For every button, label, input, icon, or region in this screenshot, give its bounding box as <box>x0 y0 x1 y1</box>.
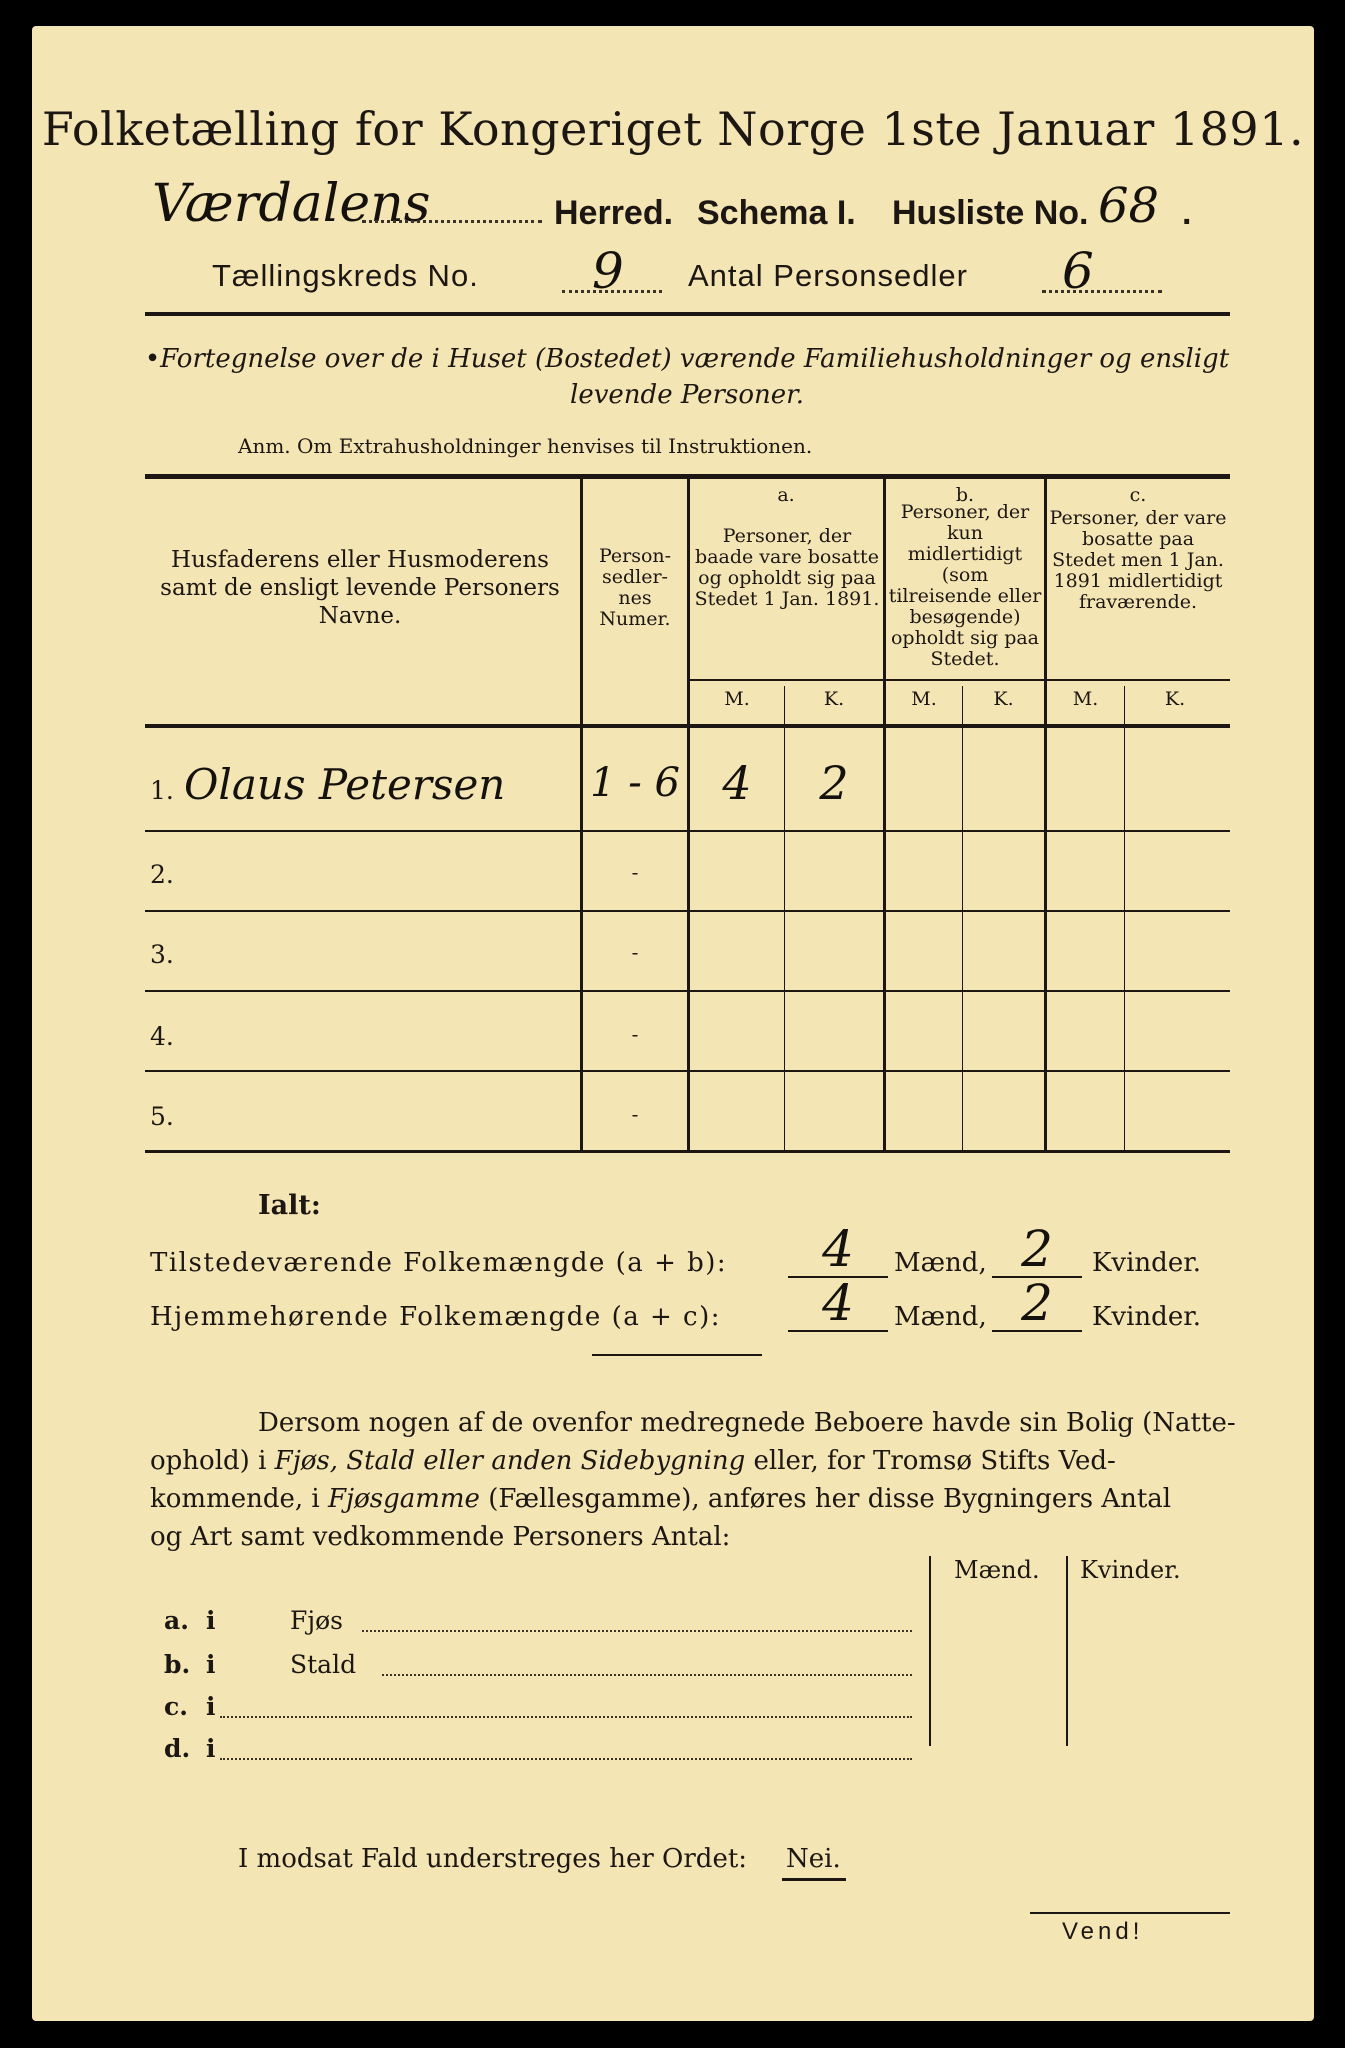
nei-underline <box>782 1878 846 1881</box>
para-l2c: eller, for Tromsø Stifts Ved- <box>745 1446 1116 1476</box>
para-line-1: Dersom nogen af de ovenfor medregnede Beboere havde sin Bolig (Natte- <box>258 1408 1236 1438</box>
bld-label: Stald <box>290 1650 357 1679</box>
row-num: - <box>631 860 639 884</box>
col-header-c: Personer, der vare bosatte paa Stedet men 1 Jan. 1891 midlertidigt fraværende. <box>1049 507 1227 613</box>
personsedler-label: Antal Personsedler <box>688 258 968 293</box>
vline-c-mk <box>1124 686 1125 1150</box>
kvinder-label-2: Kvinder. <box>1092 1302 1202 1332</box>
bld-letter: b. <box>164 1650 191 1679</box>
kreds-value: 9 <box>592 242 624 300</box>
vend-rule <box>1030 1912 1230 1914</box>
b-k-label: K. <box>993 688 1014 710</box>
bld-dots <box>220 1758 912 1760</box>
bld-letter: c. <box>164 1692 188 1721</box>
col-a-letter: a. <box>777 484 795 506</box>
row-num: 1 - 6 <box>590 760 680 806</box>
para-l3b: Fjøsgamme <box>328 1484 480 1514</box>
header-rule <box>145 312 1230 316</box>
mk-rule <box>687 679 1230 681</box>
para-line-3 <box>150 1480 1240 1518</box>
vline-num <box>687 476 690 1150</box>
col-header-b: Personer, der kun midlertidigt (som tilreisende eller besøgende) opholdt sig paa Stedet. <box>888 501 1042 670</box>
col-header-a: Personer, der baade vare bosatte og opholdt sig paa Stedet 1 Jan. 1891. <box>694 525 880 610</box>
bld-label: Fjøs <box>290 1606 343 1635</box>
bld-i: i <box>206 1606 216 1635</box>
maend-label-2: Mænd, <box>894 1302 987 1332</box>
row-rule <box>145 830 1230 832</box>
row-number: 3. <box>150 940 174 969</box>
para-l3a: kommende, i <box>150 1484 328 1514</box>
bld-letter: a. <box>164 1606 189 1635</box>
row-name: Olaus Petersen <box>184 760 506 809</box>
schema-label: Schema I. <box>697 194 856 232</box>
bld-i: i <box>206 1650 216 1679</box>
bld-i: i <box>206 1692 216 1721</box>
para-l2b: Fjøs, Stald eller anden Sidebygning <box>274 1446 746 1476</box>
section-divider <box>592 1354 762 1356</box>
husliste-period: . <box>1182 194 1192 232</box>
bld-vline-2 <box>1066 1556 1068 1746</box>
row-num: - <box>631 940 639 964</box>
form-title: Folketælling for Kongeriget Norge 1ste Januar 1891. <box>41 102 1305 156</box>
bld-i: i <box>206 1734 216 1763</box>
personsedler-value: 6 <box>1062 242 1094 300</box>
totals-line1-maend: 4 <box>822 1220 854 1278</box>
vline-b <box>1044 476 1047 1150</box>
vline-names <box>580 476 583 1150</box>
row-a-k: 2 <box>819 756 849 810</box>
intro-line-1: •Fortegnelse over de i Huset (Bostedet) værende Familiehusholdninger og ensligt <box>144 344 1230 374</box>
intro-line-2: levende Personer. <box>570 380 804 410</box>
para-l3c: (Fællesgamme), anføres her disse Bygningers Antal <box>479 1484 1172 1514</box>
row-number: 2. <box>150 860 174 889</box>
table-bottom-rule <box>145 1150 1230 1153</box>
maend-label-1: Mænd, <box>894 1248 987 1278</box>
row-number: 5. <box>150 1102 174 1131</box>
herred-value: Værdalens <box>152 174 431 234</box>
kvinder-label-1: Kvinder. <box>1092 1248 1202 1278</box>
b-m-label: M. <box>911 688 937 710</box>
totals-line2-label: Hjemmehørende Folkemængde (a + c): <box>150 1302 721 1332</box>
row-rule <box>145 910 1230 912</box>
nei-word: Nei. <box>786 1844 841 1874</box>
kreds-label: Tællingskreds No. <box>212 258 479 293</box>
totals-line2-maend: 4 <box>822 1274 854 1332</box>
totals-line2-kvinder: 2 <box>1021 1274 1053 1332</box>
bld-dots <box>362 1630 912 1632</box>
modsat-text: I modsat Fald understreges her Ordet: <box>238 1844 748 1874</box>
para-l2a: ophold) i <box>150 1446 275 1476</box>
para-line-2 <box>150 1442 1240 1480</box>
totals-line1-kvinder: 2 <box>1021 1220 1053 1278</box>
col-header-num: Person-sedler-nes Numer. <box>598 545 672 630</box>
row-number: 4. <box>150 1022 174 1051</box>
col-header-names: Husfaderens eller Husmoderens samt de ensligt levende Personers Navne. <box>160 547 560 629</box>
row-a-m: 4 <box>722 756 752 810</box>
dwelling-paragraph <box>150 1404 1240 1556</box>
row-num: - <box>631 1022 639 1046</box>
bld-vline-1 <box>929 1556 931 1746</box>
vend-text: Vend! <box>1062 1918 1144 1945</box>
row-rule <box>145 1070 1230 1072</box>
col-b-letter: b. <box>955 484 975 506</box>
bld-letter: d. <box>164 1734 191 1763</box>
bld-kvinder-header: Kvinder. <box>1080 1556 1181 1584</box>
a-k-label: K. <box>823 688 845 710</box>
herred-label: Herred. <box>554 194 674 232</box>
bld-dots <box>382 1674 912 1676</box>
vline-a <box>883 476 886 1150</box>
husliste-value: 68 <box>1098 178 1160 234</box>
anm-note: Anm. Om Extrahusholdninger henvises til Instruktionen. <box>238 434 813 458</box>
husliste-label: Husliste No. <box>892 194 1089 232</box>
a-m-label: M. <box>724 688 750 710</box>
row-num: - <box>631 1102 639 1126</box>
row-number: 1. <box>150 776 174 805</box>
para-line-4: og Art samt vedkommende Personers Antal: <box>150 1522 731 1552</box>
bld-dots <box>220 1716 912 1718</box>
ialt-label: Ialt: <box>258 1190 321 1221</box>
c-k-label: K. <box>1164 688 1186 710</box>
c-m-label: M. <box>1072 688 1099 710</box>
row-rule <box>145 990 1230 992</box>
col-c-letter: c. <box>1129 484 1147 506</box>
bld-maend-header: Mænd. <box>954 1556 1040 1584</box>
totals-line1-label: Tilstedeværende Folkemængde (a + b): <box>150 1248 728 1278</box>
vline-b-mk <box>962 686 963 1150</box>
personsedler-dots <box>1042 290 1162 293</box>
herred-dots <box>362 220 542 223</box>
census-form-page <box>32 26 1314 2021</box>
